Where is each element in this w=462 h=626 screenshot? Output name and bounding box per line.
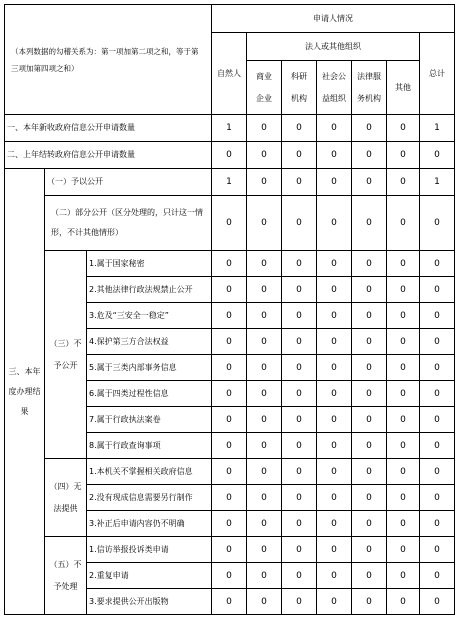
row-label: 7.属于行政执法案卷 — [87, 407, 212, 433]
row-label: 3.要求提供公开出版物 — [87, 589, 212, 615]
cell-social-welfare: 0 — [317, 485, 352, 511]
cell-commercial: 0 — [247, 329, 282, 355]
table-row — [5, 115, 455, 142]
cell-commercial: 0 — [247, 169, 282, 196]
group-label-unable-to-provide: （四）无法提供 — [45, 459, 87, 537]
cell-natural-person: 0 — [212, 563, 247, 589]
cell-commercial: 0 — [247, 381, 282, 407]
cell-other: 0 — [387, 169, 420, 196]
cell-legal-service: 0 — [352, 589, 387, 615]
cell-total: 0 — [420, 485, 455, 511]
cell-research: 0 — [282, 407, 317, 433]
cell-research: 0 — [282, 329, 317, 355]
cell-legal-service: 0 — [352, 115, 387, 142]
cell-natural-person: 0 — [212, 485, 247, 511]
commercial-header: 商业企业 — [247, 61, 282, 115]
cell-total: 0 — [420, 303, 455, 329]
cell-commercial: 0 — [247, 277, 282, 303]
row-label: 二、上年结转政府信息公开申请数量 — [5, 142, 212, 169]
cell-natural-person: 0 — [212, 511, 247, 537]
cell-other: 0 — [387, 115, 420, 142]
cell-other: 0 — [387, 589, 420, 615]
cell-research: 0 — [282, 142, 317, 169]
cell-legal-service: 0 — [352, 407, 387, 433]
cell-natural-person: 0 — [212, 142, 247, 169]
table-row — [5, 169, 455, 196]
cell-total: 0 — [420, 511, 455, 537]
table-row — [5, 196, 455, 251]
cell-total: 1 — [420, 169, 455, 196]
cell-total: 0 — [420, 459, 455, 485]
cell-natural-person: 1 — [212, 115, 247, 142]
cell-natural-person: 0 — [212, 407, 247, 433]
legal-group-header: 法人或其他组织 — [247, 33, 420, 61]
cell-other: 0 — [387, 433, 420, 459]
cell-commercial: 0 — [247, 511, 282, 537]
cell-other: 0 — [387, 277, 420, 303]
cell-research: 0 — [282, 251, 317, 277]
cell-other: 0 — [387, 303, 420, 329]
row-label: 2.其他法律行政法规禁止公开 — [87, 277, 212, 303]
cell-social-welfare: 0 — [317, 589, 352, 615]
table-row — [5, 537, 455, 563]
cell-other: 0 — [387, 537, 420, 563]
cell-research: 0 — [282, 115, 317, 142]
cell-commercial: 0 — [247, 459, 282, 485]
cell-legal-service: 0 — [352, 329, 387, 355]
row-label: 1.属于国家秘密 — [87, 251, 212, 277]
cell-commercial: 0 — [247, 563, 282, 589]
cell-social-welfare: 0 — [317, 169, 352, 196]
cell-commercial: 0 — [247, 142, 282, 169]
cell-social-welfare: 0 — [317, 355, 352, 381]
cell-total: 0 — [420, 196, 455, 251]
cell-commercial: 0 — [247, 589, 282, 615]
cell-total: 0 — [420, 563, 455, 589]
cell-social-welfare: 0 — [317, 251, 352, 277]
cell-legal-service: 0 — [352, 563, 387, 589]
cell-research: 0 — [282, 485, 317, 511]
cell-commercial: 0 — [247, 407, 282, 433]
cell-total: 0 — [420, 355, 455, 381]
cell-natural-person: 0 — [212, 251, 247, 277]
cell-research: 0 — [282, 169, 317, 196]
cell-social-welfare: 0 — [317, 563, 352, 589]
cell-research: 0 — [282, 196, 317, 251]
natural-person-header: 自然人 — [212, 33, 247, 115]
row-label: 3.补正后申请内容仍不明确 — [87, 511, 212, 537]
cell-social-welfare: 0 — [317, 459, 352, 485]
total-header: 总计 — [420, 33, 455, 115]
other-header: 其他 — [387, 61, 420, 115]
table-row — [5, 251, 455, 277]
gov-info-disclosure-table — [4, 4, 455, 615]
cell-commercial: 0 — [247, 251, 282, 277]
cell-research: 0 — [282, 563, 317, 589]
cell-legal-service: 0 — [352, 251, 387, 277]
cell-legal-service: 0 — [352, 196, 387, 251]
cell-commercial: 0 — [247, 355, 282, 381]
cell-other: 0 — [387, 511, 420, 537]
cell-legal-service: 0 — [352, 459, 387, 485]
cell-natural-person: 1 — [212, 169, 247, 196]
row-label: 1.本机关不掌握相关政府信息 — [87, 459, 212, 485]
cell-other: 0 — [387, 142, 420, 169]
row-label: 8.属于行政查询事项 — [87, 433, 212, 459]
cell-research: 0 — [282, 459, 317, 485]
research-header: 科研机构 — [282, 61, 317, 115]
cell-research: 0 — [282, 537, 317, 563]
cell-natural-person: 0 — [212, 381, 247, 407]
group-label-not-processed: （五）不予处理 — [45, 537, 87, 615]
table-row — [5, 459, 455, 485]
row-label: 2.没有现成信息需要另行制作 — [87, 485, 212, 511]
cell-legal-service: 0 — [352, 381, 387, 407]
cell-natural-person: 0 — [212, 433, 247, 459]
cell-social-welfare: 0 — [317, 511, 352, 537]
cell-other: 0 — [387, 251, 420, 277]
cell-legal-service: 0 — [352, 485, 387, 511]
cell-social-welfare: 0 — [317, 277, 352, 303]
table-row — [5, 142, 455, 169]
cell-natural-person: 0 — [212, 329, 247, 355]
cell-total: 0 — [420, 329, 455, 355]
cell-other: 0 — [387, 485, 420, 511]
cell-research: 0 — [282, 303, 317, 329]
cell-total: 0 — [420, 381, 455, 407]
cell-other: 0 — [387, 459, 420, 485]
cell-legal-service: 0 — [352, 355, 387, 381]
cell-total: 0 — [420, 589, 455, 615]
cell-other: 0 — [387, 196, 420, 251]
cell-research: 0 — [282, 589, 317, 615]
cell-legal-service: 0 — [352, 277, 387, 303]
cell-social-welfare: 0 — [317, 115, 352, 142]
cell-social-welfare: 0 — [317, 196, 352, 251]
cell-other: 0 — [387, 355, 420, 381]
row-label: 2.重复申请 — [87, 563, 212, 589]
cell-other: 0 — [387, 381, 420, 407]
row-label: 4.保护第三方合法权益 — [87, 329, 212, 355]
cell-total: 0 — [420, 433, 455, 459]
cell-legal-service: 0 — [352, 169, 387, 196]
cell-natural-person: 0 — [212, 537, 247, 563]
applicant-status-header: 申请人情况 — [212, 5, 455, 33]
row-label: 3.危及“三安全一稳定” — [87, 303, 212, 329]
cell-natural-person: 0 — [212, 355, 247, 381]
row-label: 1.信访举报投诉类申请 — [87, 537, 212, 563]
cell-commercial: 0 — [247, 196, 282, 251]
cell-legal-service: 0 — [352, 142, 387, 169]
cell-total: 0 — [420, 537, 455, 563]
row-label: 6.属于四类过程性信息 — [87, 381, 212, 407]
social-welfare-header: 社会公益组织 — [317, 61, 352, 115]
cell-commercial: 0 — [247, 115, 282, 142]
cell-natural-person: 0 — [212, 589, 247, 615]
cell-legal-service: 0 — [352, 433, 387, 459]
cell-total: 1 — [420, 115, 455, 142]
section-label-annual-results: 三、本年度办理结果 — [5, 169, 45, 615]
cell-research: 0 — [282, 511, 317, 537]
cell-commercial: 0 — [247, 537, 282, 563]
cell-natural-person: 0 — [212, 196, 247, 251]
cell-natural-person: 0 — [212, 277, 247, 303]
cell-legal-service: 0 — [352, 511, 387, 537]
cell-total: 0 — [420, 142, 455, 169]
cell-social-welfare: 0 — [317, 329, 352, 355]
header-row-1 — [5, 5, 455, 33]
row-label: （一）予以公开 — [45, 169, 212, 196]
cell-research: 0 — [282, 381, 317, 407]
cell-total: 0 — [420, 251, 455, 277]
row-label: （二）部分公开（区分处理的，只计这一情形，不计其他情形） — [45, 196, 212, 251]
cell-research: 0 — [282, 355, 317, 381]
row-label: 一、本年新收政府信息公开申请数量 — [5, 115, 212, 142]
cell-social-welfare: 0 — [317, 381, 352, 407]
group-label-not-disclosed: （三）不予公开 — [45, 251, 87, 459]
legal-service-header: 法律服务机构 — [352, 61, 387, 115]
cell-social-welfare: 0 — [317, 303, 352, 329]
cell-other: 0 — [387, 329, 420, 355]
cell-research: 0 — [282, 433, 317, 459]
cell-social-welfare: 0 — [317, 142, 352, 169]
row-label: 5.属于三类内部事务信息 — [87, 355, 212, 381]
relationship-note: （本列数据的勾稽关系为：第一项加第二项之和，等于第三项加第四项之和） — [5, 5, 212, 115]
cell-natural-person: 0 — [212, 303, 247, 329]
cell-legal-service: 0 — [352, 303, 387, 329]
cell-social-welfare: 0 — [317, 407, 352, 433]
cell-natural-person: 0 — [212, 459, 247, 485]
cell-commercial: 0 — [247, 303, 282, 329]
cell-commercial: 0 — [247, 485, 282, 511]
cell-total: 0 — [420, 277, 455, 303]
cell-social-welfare: 0 — [317, 537, 352, 563]
cell-commercial: 0 — [247, 433, 282, 459]
cell-legal-service: 0 — [352, 537, 387, 563]
cell-total: 0 — [420, 407, 455, 433]
cell-other: 0 — [387, 407, 420, 433]
cell-research: 0 — [282, 277, 317, 303]
cell-social-welfare: 0 — [317, 433, 352, 459]
cell-other: 0 — [387, 563, 420, 589]
